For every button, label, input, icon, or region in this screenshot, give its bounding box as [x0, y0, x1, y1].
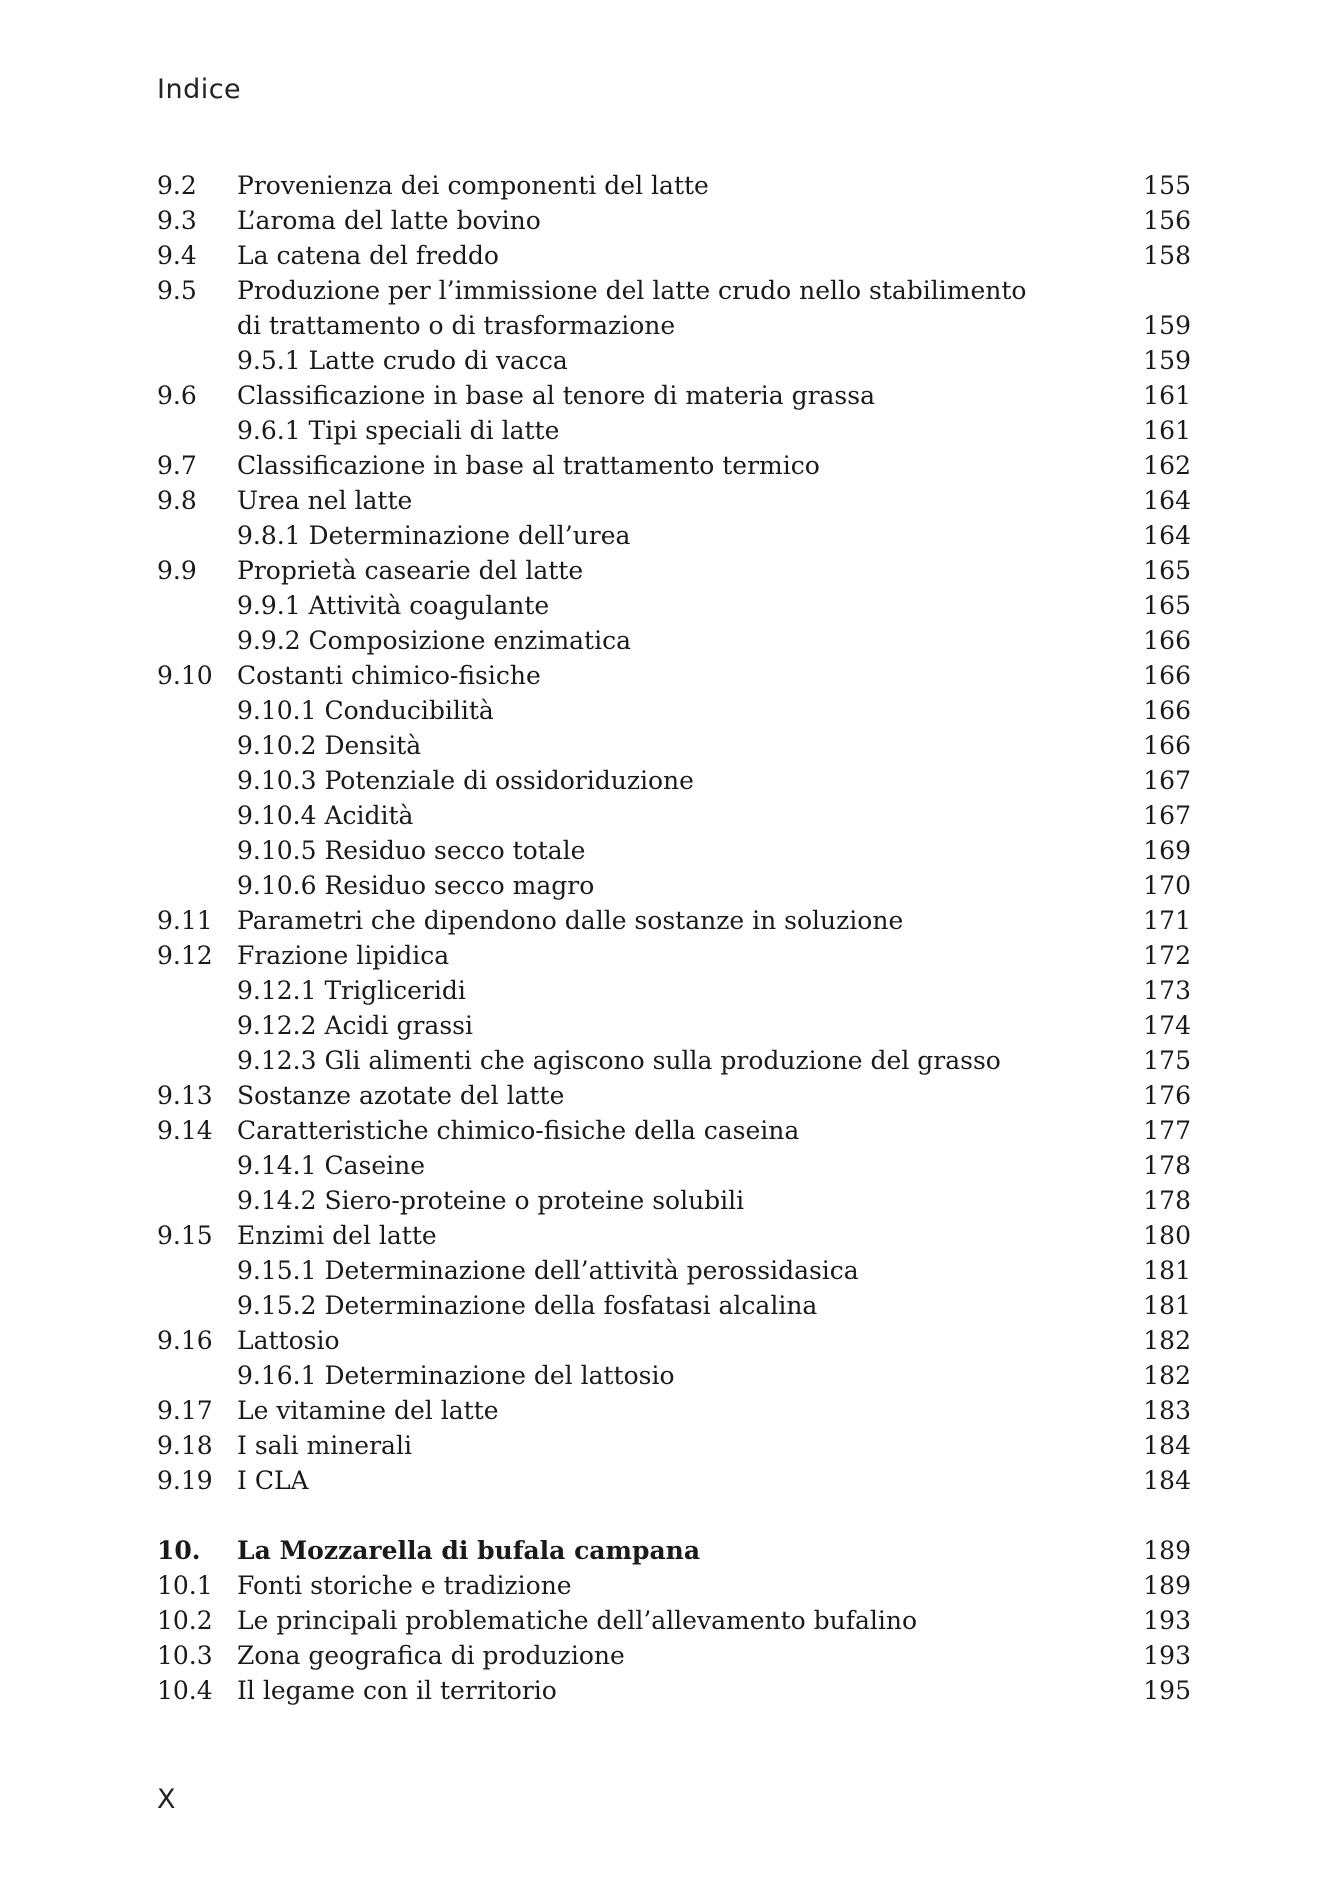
toc-entry-title: Lattosio — [237, 1326, 340, 1355]
toc-entry-title: 9.10.1 Conducibilità — [237, 696, 494, 725]
toc-subentry — [157, 518, 1191, 553]
toc-entry-number: 10.4 — [157, 1676, 213, 1705]
toc-entry-title: 9.12.1 Trigliceridi — [237, 976, 466, 1005]
toc-entry — [157, 273, 1191, 308]
toc-entry-number: 10. — [157, 1536, 201, 1565]
toc-subentry — [157, 763, 1191, 798]
toc-entry-title: La Mozzarella di bufala campana — [237, 1536, 701, 1565]
toc-entry-title: di trattamento o di trasformazione — [237, 311, 676, 340]
toc-entry-number: 10.1 — [157, 1571, 213, 1600]
toc-entry-title: 9.8.1 Determinazione dell’urea — [237, 521, 631, 550]
toc-entry-page: 177 — [1143, 1116, 1191, 1145]
toc-entry-number: 9.10 — [157, 661, 213, 690]
toc-chapter-heading — [157, 1533, 1191, 1568]
toc-entry-title: 9.12.2 Acidi grassi — [237, 1011, 473, 1040]
toc-entry-page: 170 — [1143, 871, 1191, 900]
toc-subentry — [157, 1358, 1191, 1393]
toc-entry — [157, 658, 1191, 693]
toc-entry-page: 184 — [1143, 1466, 1191, 1495]
toc-entry-page: 161 — [1143, 416, 1191, 445]
toc-entry-title: Il legame con il territorio — [237, 1676, 557, 1705]
toc-entry-title: 9.14.1 Caseine — [237, 1151, 426, 1180]
toc-entry-page: 171 — [1143, 906, 1191, 935]
toc-subentry — [157, 1183, 1191, 1218]
toc-entry-title: Produzione per l’immissione del latte crudo nello stabilimento — [237, 276, 1027, 305]
toc-subentry — [157, 343, 1191, 378]
toc-entry-title: 9.10.4 Acidità — [237, 801, 414, 830]
toc-entry-title: Le principali problematiche dell’allevamento bufalino — [237, 1606, 918, 1635]
toc-entry-number: 9.8 — [157, 486, 197, 515]
toc-entry-page: 165 — [1143, 556, 1191, 585]
toc-subentry — [157, 623, 1191, 658]
toc-entry-page: 182 — [1143, 1361, 1191, 1390]
toc-subentry — [157, 973, 1191, 1008]
toc-entry-title: La catena del freddo — [237, 241, 499, 270]
toc-entry-number: 9.4 — [157, 241, 197, 270]
toc-entry — [157, 238, 1191, 273]
toc-subentry — [157, 868, 1191, 903]
toc-entry-number: 9.7 — [157, 451, 197, 480]
toc-entry-title: 9.10.3 Potenziale di ossidoriduzione — [237, 766, 694, 795]
toc-entry-page: 159 — [1143, 311, 1191, 340]
toc-subentry — [157, 798, 1191, 833]
toc-entry-page: 189 — [1143, 1571, 1191, 1600]
toc-entry — [157, 1568, 1191, 1603]
toc-entry-page: 173 — [1143, 976, 1191, 1005]
toc-entry-title: Sostanze azotate del latte — [237, 1081, 565, 1110]
toc-entry-title: Caratteristiche chimico-fisiche della caseina — [237, 1116, 800, 1145]
table-of-contents — [157, 168, 1191, 1708]
toc-entry-page: 169 — [1143, 836, 1191, 865]
toc-entry-title: L’aroma del latte bovino — [237, 206, 541, 235]
toc-entry-number: 9.16 — [157, 1326, 213, 1355]
toc-entry-page: 193 — [1143, 1641, 1191, 1670]
toc-entry-page: 165 — [1143, 591, 1191, 620]
toc-entry-page: 183 — [1143, 1396, 1191, 1425]
toc-subentry — [157, 1148, 1191, 1183]
toc-entry-title: I CLA — [237, 1466, 309, 1495]
toc-entry-title: 9.14.2 Siero-proteine o proteine solubili — [237, 1186, 745, 1215]
toc-entry-page: 178 — [1143, 1151, 1191, 1180]
toc-entry-page: 158 — [1143, 241, 1191, 270]
toc-entry — [157, 378, 1191, 413]
toc-entry — [157, 1218, 1191, 1253]
toc-entry — [157, 1323, 1191, 1358]
toc-entry-number: 9.12 — [157, 941, 213, 970]
toc-entry-page: 164 — [1143, 486, 1191, 515]
toc-entry — [157, 1603, 1191, 1638]
toc-entry-title: 9.9.2 Composizione enzimatica — [237, 626, 632, 655]
toc-entry-number: 9.15 — [157, 1221, 213, 1250]
toc-entry-number: 10.3 — [157, 1641, 213, 1670]
toc-entry-title: 9.16.1 Determinazione del lattosio — [237, 1361, 675, 1390]
toc-entry-number: 9.6 — [157, 381, 197, 410]
toc-entry-title: 9.6.1 Tipi speciali di latte — [237, 416, 560, 445]
toc-entry — [157, 203, 1191, 238]
toc-entry-title: Frazione lipidica — [237, 941, 450, 970]
toc-entry-number: 9.14 — [157, 1116, 213, 1145]
toc-entry-page: 193 — [1143, 1606, 1191, 1635]
toc-entry-page: 155 — [1143, 171, 1191, 200]
toc-entry — [157, 1463, 1191, 1498]
toc-entry — [157, 1113, 1191, 1148]
toc-entry-title: Urea nel latte — [237, 486, 413, 515]
toc-entry-page: 166 — [1143, 626, 1191, 655]
toc-entry-title: I sali minerali — [237, 1431, 412, 1460]
toc-entry-title: Proprietà casearie del latte — [237, 556, 584, 585]
toc-entry-title: 9.9.1 Attività coagulante — [237, 591, 550, 620]
toc-entry-page: 167 — [1143, 766, 1191, 795]
toc-entry-title: 9.10.2 Densità — [237, 731, 422, 760]
toc-entry-page: 172 — [1143, 941, 1191, 970]
toc-entry-number: 9.17 — [157, 1396, 213, 1425]
toc-entry-number: 9.5 — [157, 276, 197, 305]
toc-entry-title: Le vitamine del latte — [237, 1396, 499, 1425]
toc-entry-page: 176 — [1143, 1081, 1191, 1110]
toc-entry-page: 162 — [1143, 451, 1191, 480]
toc-entry-title: Fonti storiche e tradizione — [237, 1571, 572, 1600]
toc-entry-page: 181 — [1143, 1291, 1191, 1320]
toc-entry-number: 9.13 — [157, 1081, 213, 1110]
toc-entry-title: 9.15.1 Determinazione dell’attività perossidasica — [237, 1256, 859, 1285]
toc-subentry — [157, 1008, 1191, 1043]
toc-entry-page: 195 — [1143, 1676, 1191, 1705]
toc-entry-page: 166 — [1143, 731, 1191, 760]
toc-entry — [157, 483, 1191, 518]
toc-entry-page: 166 — [1143, 661, 1191, 690]
toc-entry-title: 9.15.2 Determinazione della fosfatasi alcalina — [237, 1291, 818, 1320]
toc-entry — [157, 1078, 1191, 1113]
toc-entry-title: 9.12.3 Gli alimenti che agiscono sulla produzione del grasso — [237, 1046, 1001, 1075]
toc-entry-title: Classificazione in base al trattamento termico — [237, 451, 820, 480]
toc-entry-title: Enzimi del latte — [237, 1221, 437, 1250]
toc-entry-page: 164 — [1143, 521, 1191, 550]
toc-entry-page: 178 — [1143, 1186, 1191, 1215]
toc-subentry — [157, 728, 1191, 763]
running-head: Indice — [157, 74, 242, 105]
toc-entry-number: 9.18 — [157, 1431, 213, 1460]
toc-entry-continuation — [157, 308, 1191, 343]
page-number: X — [157, 1784, 176, 1815]
toc-entry-number: 9.3 — [157, 206, 197, 235]
toc-entry-title: Classificazione in base al tenore di materia grassa — [237, 381, 876, 410]
toc-subentry — [157, 1043, 1191, 1078]
toc-entry-page: 180 — [1143, 1221, 1191, 1250]
toc-entry-page: 181 — [1143, 1256, 1191, 1285]
toc-entry — [157, 168, 1191, 203]
toc-entry-number: 9.11 — [157, 906, 213, 935]
toc-subentry — [157, 413, 1191, 448]
toc-subentry — [157, 1253, 1191, 1288]
toc-entry — [157, 1393, 1191, 1428]
toc-entry-number: 10.2 — [157, 1606, 213, 1635]
toc-entry — [157, 1638, 1191, 1673]
toc-entry — [157, 1673, 1191, 1708]
toc-subentry — [157, 1288, 1191, 1323]
toc-entry-number: 9.2 — [157, 171, 197, 200]
toc-entry-page: 167 — [1143, 801, 1191, 830]
toc-entry-number: 9.19 — [157, 1466, 213, 1495]
toc-entry — [157, 903, 1191, 938]
toc-entry-page: 159 — [1143, 346, 1191, 375]
toc-entry-page: 184 — [1143, 1431, 1191, 1460]
toc-entry-title: Costanti chimico-fisiche — [237, 661, 541, 690]
toc-entry-page: 161 — [1143, 381, 1191, 410]
toc-entry-page: 166 — [1143, 696, 1191, 725]
toc-entry — [157, 553, 1191, 588]
toc-subentry — [157, 833, 1191, 868]
toc-entry-title: Parametri che dipendono dalle sostanze in soluzione — [237, 906, 904, 935]
toc-entry-page: 156 — [1143, 206, 1191, 235]
toc-entry-page: 174 — [1143, 1011, 1191, 1040]
toc-entry — [157, 448, 1191, 483]
toc-entry-title: 9.10.5 Residuo secco totale — [237, 836, 586, 865]
toc-entry-title: 9.5.1 Latte crudo di vacca — [237, 346, 568, 375]
toc-entry-page: 175 — [1143, 1046, 1191, 1075]
toc-subentry — [157, 693, 1191, 728]
toc-entry-page: 182 — [1143, 1326, 1191, 1355]
toc-entry-number: 9.9 — [157, 556, 197, 585]
toc-entry-page: 189 — [1143, 1536, 1191, 1565]
toc-entry — [157, 938, 1191, 973]
toc-entry-title: Provenienza dei componenti del latte — [237, 171, 709, 200]
toc-entry-title: Zona geografica di produzione — [237, 1641, 625, 1670]
toc-entry-title: 9.10.6 Residuo secco magro — [237, 871, 595, 900]
toc-subentry — [157, 588, 1191, 623]
toc-entry — [157, 1428, 1191, 1463]
